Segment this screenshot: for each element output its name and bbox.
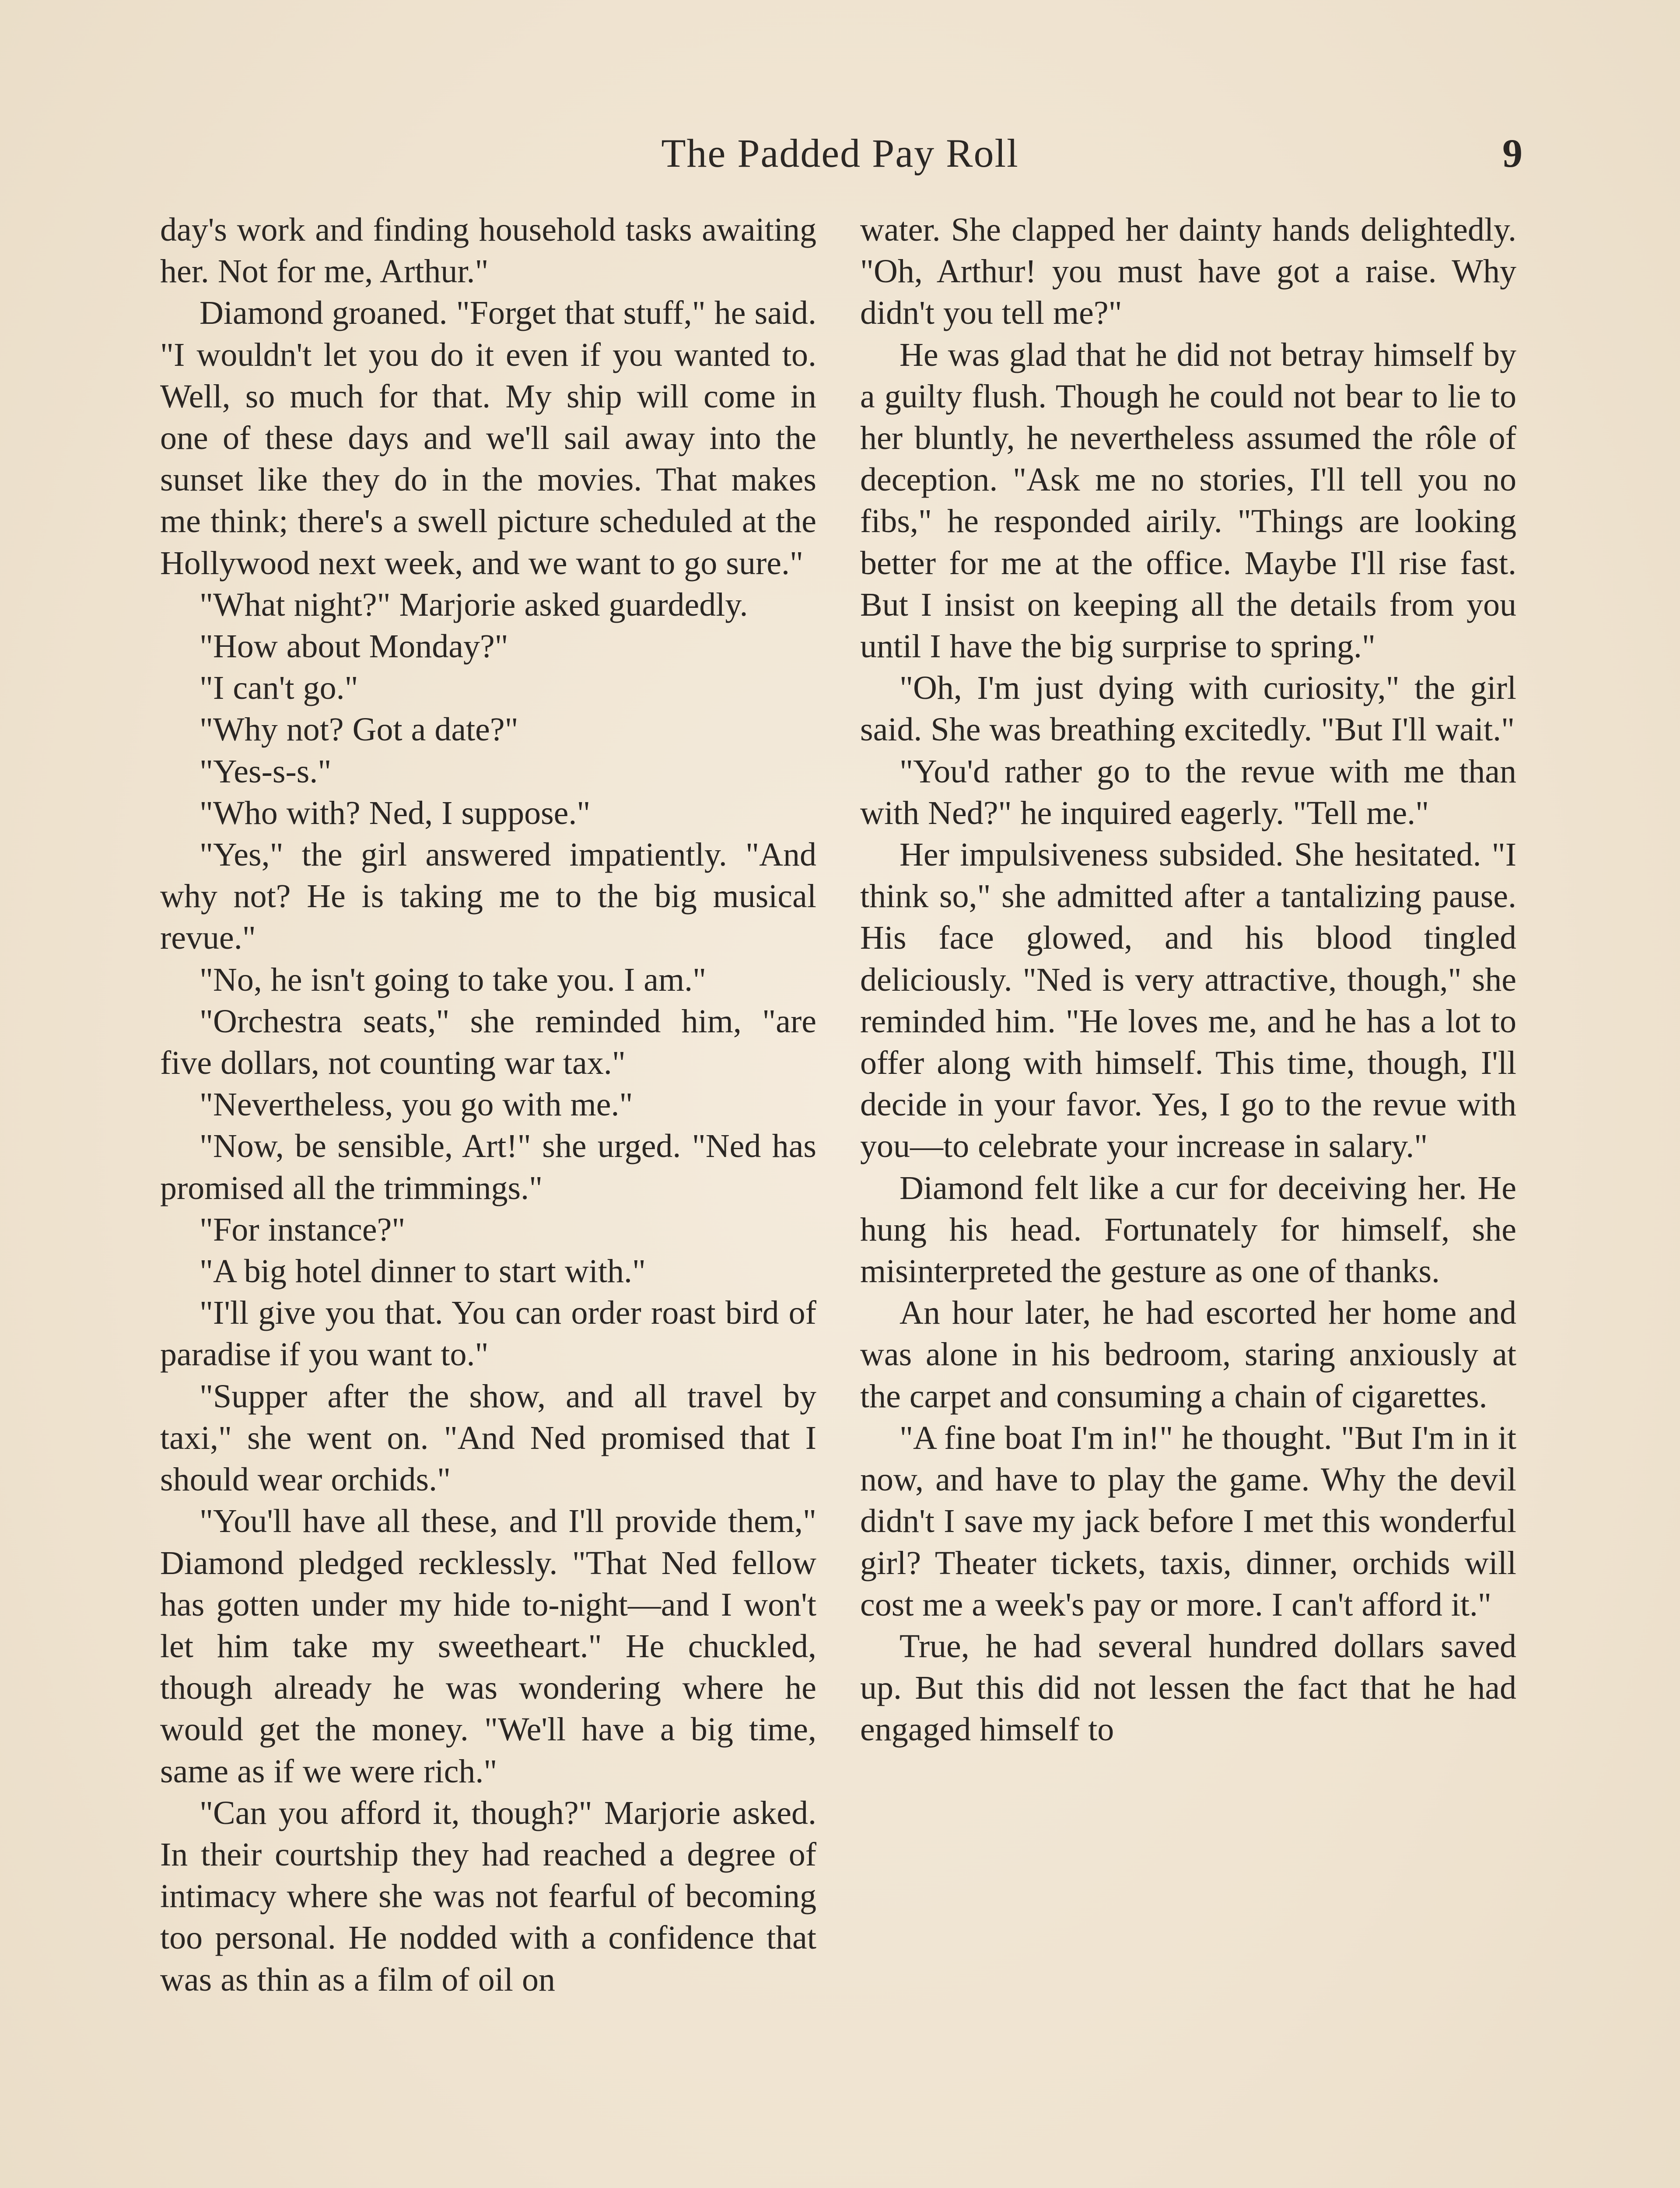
paragraph: "A fine boat I'm in!" he thought. "But I'm in it now, and have to play the game. Why the devil didn't I save my jack before I met this wonderful girl? Theater tickets, taxis, dinner, orchids will cost me a week's pay or more. I can't afford it." [860,1419,1516,1623]
paragraph: "I can't go." [200,670,358,707]
left-text-column [160,209,816,2188]
paragraph: "Oh, I'm just dying with curiosity," the girl said. She was breathing excitedly. "But I'll wait." [860,670,1516,748]
paragraph: "Supper after the show, and all travel by taxi," she went on. "And Ned promised that I should wear orchids." [160,1378,816,1498]
paragraph: "Yes," the girl answered impatiently. "And why not? He is taking me to the big musical revue." [160,836,816,957]
paragraph: "Can you afford it, though?" Marjorie asked. In their courtship they had reached a degree of intimacy where she was not fearful of becoming too personal. He nodded with a confidence that was as thin as a film of oil on [160,1794,816,1998]
paragraph: Her impulsiveness subsided. She hesitated. "I think so," she admitted after a tantalizing pause. His face glowed, and his blood tingled deliciously. "Ned is very attractive, though," she reminded him. "He loves me, and he has a lot to offer along with himself. This time, though, I'll decide in your favor. Yes, I go to the revue with you—to celebrate your increase in salary." [860,836,1516,1165]
paragraph: "I'll give you that. You can order roast bird of paradise if you want to." [160,1294,816,1373]
paragraph: He was glad that he did not betray himself by a guilty flush. Though he could not bear to lie to her bluntly, he nevertheless assumed the rôle of deception. "Ask me no stories, I'll tell you no fibs," he responded airily. "Things are looking better for me at the office. Maybe I'll rise fast. But I insist on keeping all the details from you until I have the big surprise to spring." [860,336,1516,665]
paragraph: "You'd rather go to the revue with me than with Ned?" he inquired eagerly. "Tell me." [860,753,1516,831]
paragraph: "Who with? Ned, I suppose." [200,794,591,831]
paragraph: Diamond groaned. "Forget that stuff," he said. "I wouldn't let you do it even if you wanted to. Well, so much for that. My ship will come in one of these days and we'll sail away into the sunset like they do in the movies. That makes me think; there's a swell picture scheduled at the Hollywood next week, and we want to go sure." [160,295,816,582]
paragraph: True, he had several hundred dollars saved up. But this did not lessen the fact that he had engaged himself to [860,1627,1516,1748]
paragraph: day's work and finding household tasks awaiting her. Not for me, Arthur." [160,211,816,290]
paragraph: "How about Monday?" [200,628,508,665]
paragraph: An hour later, he had escorted her home and was alone in his bedroom, staring anxiously at the carpet and consuming a chain of cigarettes. [860,1294,1516,1415]
right-text-column [860,209,1516,2188]
page-number: 9 [1502,131,1522,175]
paragraph: "A big hotel dinner to start with." [200,1253,646,1290]
paragraph: Diamond felt like a cur for deceiving her. He hung his head. Fortunately for himself, she misinterpreted the gesture as one of thanks. [860,1169,1516,1290]
paragraph: "You'll have all these, and I'll provide them," Diamond pledged recklessly. "That Ned fellow has gotten under my hide to-night—and I won't let him take my sweetheart." He chuckled, though already he was wondering where he would get the money. "We'll have a big time, same as if we were rich." [160,1503,816,1790]
paragraph: "Nevertheless, you go with me." [200,1086,633,1123]
paragraph: "No, he isn't going to take you. I am." [200,961,707,998]
paragraph: "Yes-s-s." [200,753,332,790]
running-title: The Padded Pay Roll [661,131,1019,175]
page-header [158,118,1522,188]
paragraph: "What night?" Marjorie asked guardedly. [200,586,748,623]
paragraph: water. She clapped her dainty hands delightedly. "Oh, Arthur! you must have got a raise. Why didn't you tell me?" [860,211,1516,332]
paragraph: "Why not? Got a date?" [200,711,518,748]
paragraph: "Orchestra seats," she reminded him, "are five dollars, not counting war tax." [160,1003,816,1082]
paragraph: "Now, be sensible, Art!" she urged. "Ned has promised all the trimmings." [160,1128,816,1206]
paragraph: "For instance?" [200,1211,406,1248]
